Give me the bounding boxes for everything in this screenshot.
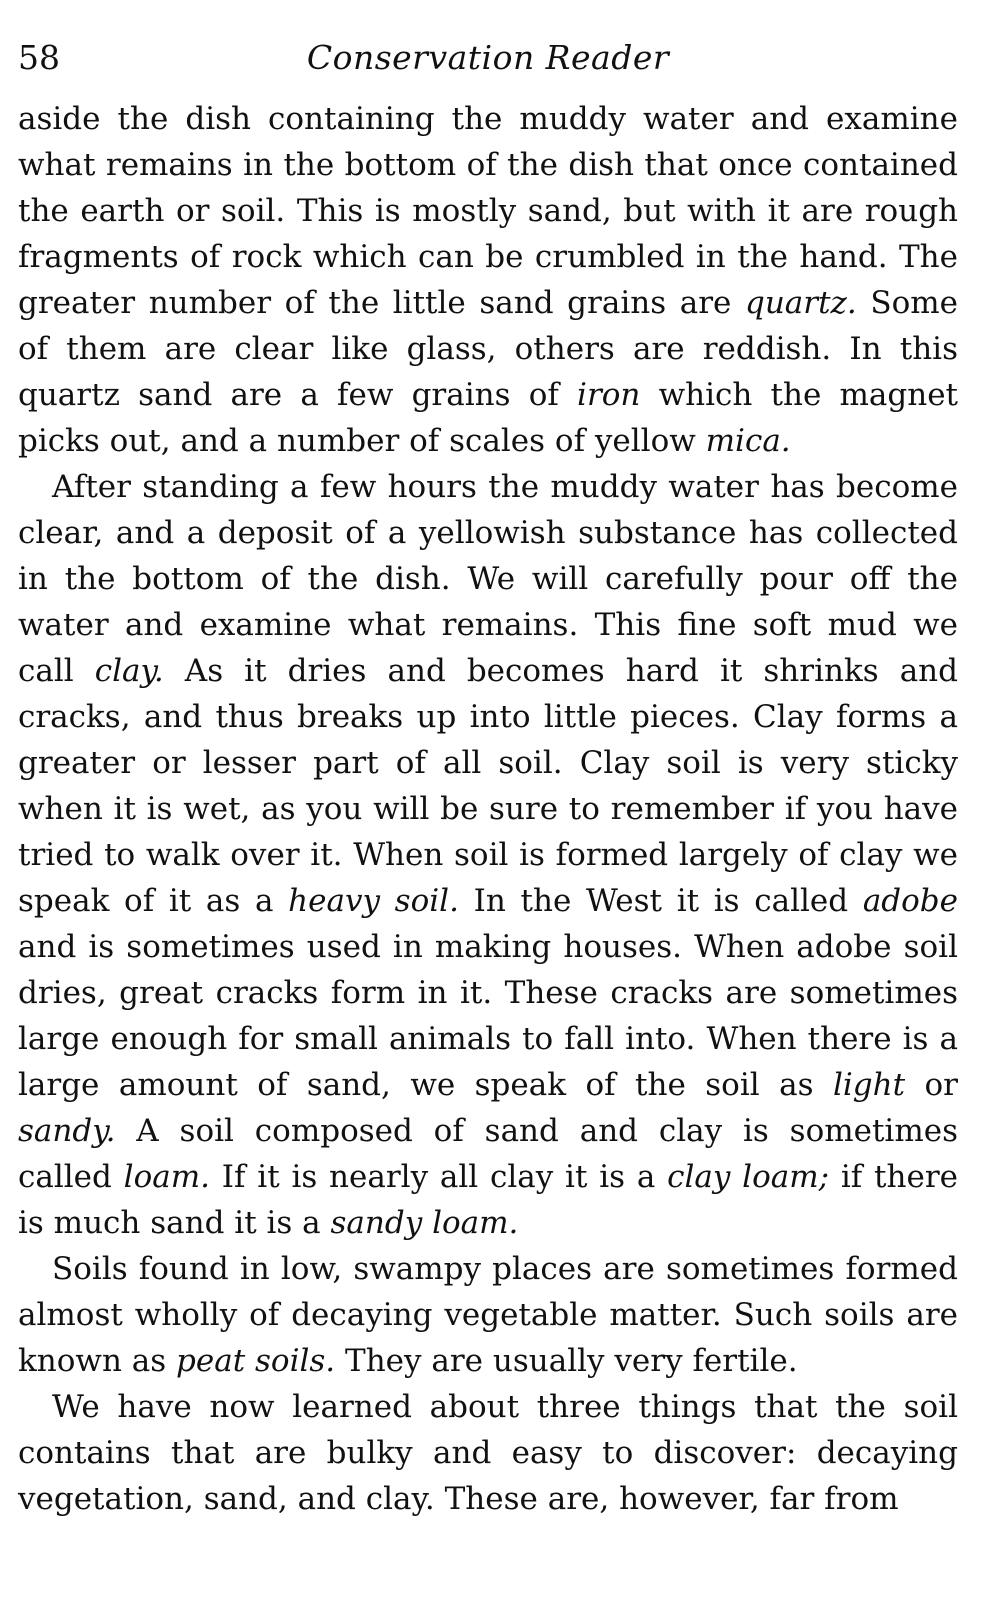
paragraph [18,96,958,464]
italic-term: mica. [705,423,791,459]
text-run: In the West it is called [458,883,863,919]
text-run: As it dries and becomes hard it shrinks and cracks, and thus breaks up into little pieces. Clay forms a greater or lesser part of all soil. Clay soil is very sticky when it is wet, as you will be sure to remember if you have tried to walk over it. When soil is formed largely of clay we speak of it as a [18,653,958,919]
text-run: which the magnet picks out, and a number of scales of yellow [18,377,958,459]
text-run: They are usually very fertile. [335,1343,798,1379]
text-run: or [905,1067,958,1103]
text-run: If it is nearly all clay it is a [209,1159,668,1195]
italic-term: iron [577,377,641,413]
italic-term: loam. [123,1159,210,1195]
text-run: A soil composed of sand and clay is sometimes called [18,1113,958,1195]
text-run: Some of them are clear like glass, others are reddish. In this quartz sand are a few grains of [18,285,958,413]
italic-term: adobe [862,883,958,919]
text-run: After standing a few hours the muddy water has become clear, and a deposit of a yellowish substance has collected in the bottom of the dish. We will carefully pour off the water and examine what remains. This fine soft mud we call [18,469,958,689]
italic-term: quartz. [744,285,857,321]
paragraph [18,464,958,1246]
italic-term: peat soils. [176,1343,336,1379]
italic-term: clay. [94,653,164,689]
italic-term: sandy loam. [330,1205,519,1241]
italic-term: clay loam; [667,1159,830,1195]
italic-term: light [832,1067,906,1103]
book-page [18,30,958,1522]
text-run: if there is much sand it is a [18,1159,958,1241]
paragraph [18,1246,958,1384]
text-run: We have now learned about three things that the soil contains that are bulky and easy to discover: decaying vegetation, sand, and clay. These are, however, far from [18,1389,958,1517]
page-number: 58 [18,38,60,77]
text-run: and is sometimes used in making houses. When adobe soil dries, great cracks form in it. These cracks are sometimes large enough for small animals to fall into. When there is a large amount of sand, we speak of the soil as [18,929,958,1103]
paragraph [18,1384,958,1522]
italic-term: heavy soil. [288,883,459,919]
text-run: Soils found in low, swampy places are sometimes formed almost wholly of decaying vegetable matter. Such soils are known as [18,1251,958,1379]
text-run: aside the dish containing the muddy water and examine what remains in the bottom of the dish that once contained the earth or soil. This is mostly sand, but with it are rough fragments of rock which can be crumbled in the hand. The greater number of the little sand grains are [18,101,958,321]
running-title: Conservation Reader [306,38,670,77]
italic-term: sandy. [18,1113,116,1149]
page-header [18,30,958,96]
body-text [18,96,958,1522]
